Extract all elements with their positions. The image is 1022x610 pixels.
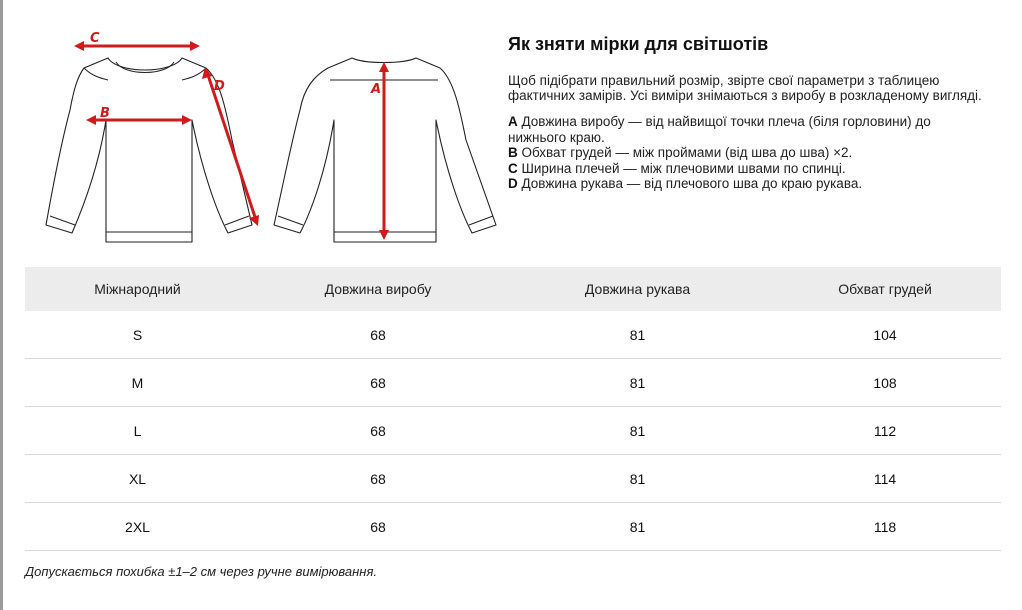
cell-size: L (25, 407, 250, 455)
legend-item-a (508, 114, 988, 145)
cell-length: 68 (250, 359, 506, 407)
cell-chest: 104 (769, 311, 1001, 359)
cell-length: 68 (250, 503, 506, 551)
legend-item-c (508, 161, 988, 177)
measurement-legend (508, 114, 988, 192)
measure-a-label: A (371, 82, 382, 97)
tolerance-note: Допускається похибка ±1–2 см через ручне вимірювання. (25, 564, 378, 579)
table-row (25, 359, 1001, 407)
cell-chest: 118 (769, 503, 1001, 551)
legend-key: D (508, 176, 518, 191)
legend-text: Ширина плечей — між плечовими швами по спинці. (517, 160, 846, 176)
cell-sleeve: 81 (506, 503, 769, 551)
cell-chest: 114 (769, 455, 1001, 503)
cell-sleeve: 81 (506, 311, 769, 359)
sweatshirt-back-diagram (264, 20, 504, 250)
table-row (25, 503, 1001, 551)
cell-sleeve: 81 (506, 359, 769, 407)
cell-length: 68 (250, 311, 506, 359)
table-row (25, 455, 1001, 503)
cell-size: M (25, 359, 250, 407)
measure-d-label: D (214, 79, 225, 94)
cell-length: 68 (250, 407, 506, 455)
table-header-row (25, 267, 1001, 311)
cell-size: XL (25, 455, 250, 503)
legend-text: Довжина виробу — від найвищої точки плеча (біля горловини) до нижнього краю. (508, 114, 931, 145)
measure-c-arrow-left (74, 41, 84, 51)
table-row (25, 311, 1001, 359)
header-chest-girth: Обхват грудей (769, 267, 1001, 311)
measure-c-arrow-right (190, 41, 200, 51)
cell-chest: 108 (769, 359, 1001, 407)
legend-key: C (508, 160, 518, 176)
legend-text: Довжина рукава — від плечового шва до краю рукава. (517, 176, 863, 191)
measurement-instructions (508, 34, 988, 192)
intro-text: Щоб підібрати правильний розмір, звірте свої параметри з таблицею фактичних замірів. Усі виміри знімаються з виробу в розкладеному вигляді. (508, 73, 982, 103)
header-sleeve-length: Довжина рукава (506, 267, 769, 311)
measure-b-label: B (100, 106, 110, 121)
cell-chest: 112 (769, 407, 1001, 455)
size-table (25, 267, 1001, 551)
page-title: Як зняти мірки для світшотів (508, 34, 769, 54)
cell-sleeve: 81 (506, 407, 769, 455)
legend-item-d (508, 176, 988, 192)
table-row (25, 407, 1001, 455)
left-edge-divider (0, 0, 3, 610)
measure-c-label: C (90, 31, 100, 46)
sweatshirt-front-diagram (20, 20, 260, 250)
table-header (25, 267, 1001, 311)
cell-size: 2XL (25, 503, 250, 551)
header-international-size: Міжнародний (25, 267, 250, 311)
cell-size: S (25, 311, 250, 359)
legend-key: A (508, 114, 518, 129)
header-garment-length: Довжина виробу (250, 267, 506, 311)
legend-item-b (508, 145, 988, 161)
legend-key: B (508, 145, 518, 160)
legend-text: Обхват грудей — між проймами (від шва до шва) ×2. (517, 145, 853, 160)
cell-length: 68 (250, 455, 506, 503)
cell-sleeve: 81 (506, 455, 769, 503)
